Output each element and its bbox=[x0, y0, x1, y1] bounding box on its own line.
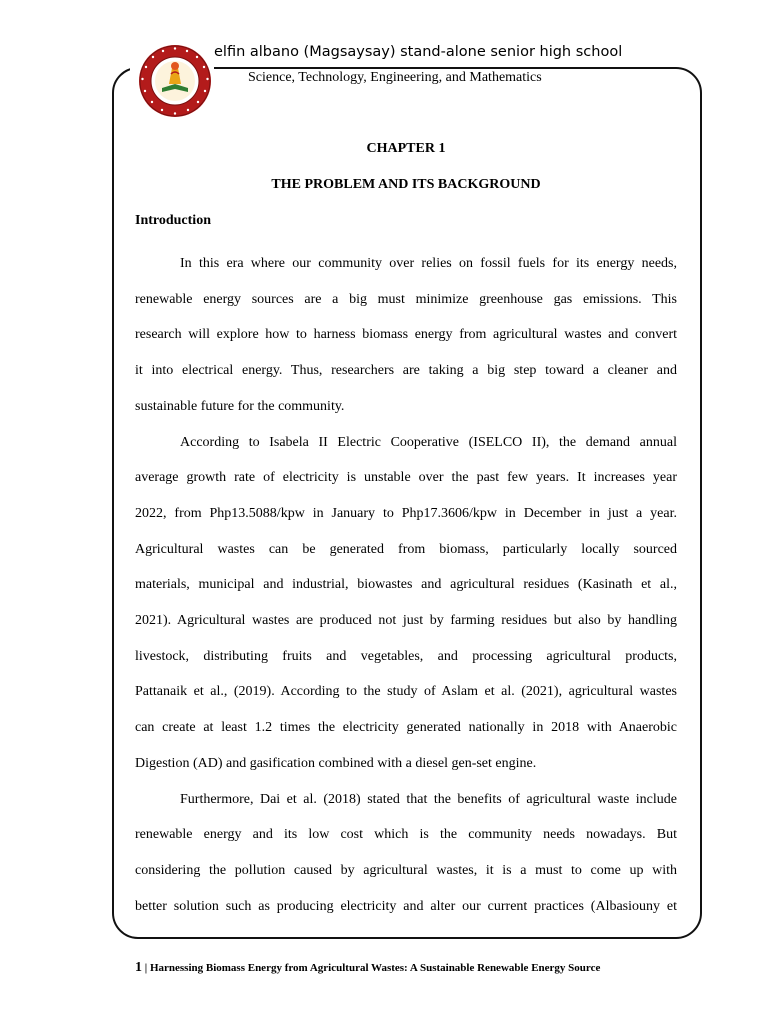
text-line: Pattanaik et al., (2019). According to the study of Aslam et al. (2021), agricultural wastes bbox=[135, 684, 677, 700]
text-line: materials, municipal and industrial, biowastes and agricultural residues (Kasinath et al., bbox=[135, 577, 677, 593]
section-heading: Introduction bbox=[135, 213, 211, 228]
school-name: elfin albano (Magsaysay) stand-alone senior high school bbox=[214, 44, 623, 60]
text-line: According to Isabela II Electric Cooperative (ISELCO II), the demand annual bbox=[180, 434, 677, 450]
text-line: it into electrical energy. Thus, researchers are taking a big step toward a cleaner and bbox=[135, 363, 677, 379]
paragraph bbox=[135, 425, 677, 782]
paragraph bbox=[135, 246, 677, 425]
text-line: livestock, distributing fruits and vegetables, and processing agricultural products, bbox=[135, 648, 677, 664]
page-footer bbox=[135, 960, 695, 976]
text-line: renewable energy sources are a big must minimize greenhouse gas emissions. This bbox=[135, 291, 677, 307]
paragraph bbox=[135, 782, 677, 925]
document-body bbox=[135, 138, 677, 924]
text-line: can create at least 1.2 times the electricity generated nationally in 2018 with Anaerobic bbox=[135, 720, 677, 736]
page-number: 1 bbox=[135, 960, 142, 975]
text-line: Furthermore, Dai et al. (2018) stated that the benefits of agricultural waste include bbox=[180, 791, 677, 807]
text-line: Agricultural wastes can be generated from biomass, particularly locally sourced bbox=[135, 541, 677, 557]
text-line: sustainable future for the community. bbox=[135, 398, 345, 414]
footer-separator: | bbox=[144, 962, 148, 974]
strand-name: Science, Technology, Engineering, and Mathematics bbox=[248, 70, 542, 85]
text-line: In this era where our community over relies on fossil fuels for its energy needs, bbox=[180, 256, 677, 271]
text-line: considering the pollution caused by agricultural wastes, it is a must to come up with bbox=[135, 862, 677, 878]
chapter-number: CHAPTER 1 bbox=[366, 141, 446, 156]
text-line: average growth rate of electricity is unstable over the past few years. It increases year bbox=[135, 470, 677, 486]
text-line: 2022, from Php13.5088/kpw in January to Php17.3606/kpw in December in just a year. bbox=[135, 505, 677, 521]
chapter-title: THE PROBLEM AND ITS BACKGROUND bbox=[271, 177, 541, 192]
text-line: better solution such as producing electricity and alter our current practices (Albasiouny et bbox=[135, 898, 677, 914]
text-line: renewable energy and its low cost which is the community needs nowadays. But bbox=[135, 827, 677, 843]
footer-title: Harnessing Biomass Energy from Agricultural Wastes: A Sustainable Renewable Energy Source bbox=[149, 962, 601, 974]
text-line: Digestion (AD) and gasification combined with a diesel gen-set engine. bbox=[135, 755, 537, 771]
school-seal-icon bbox=[138, 44, 212, 118]
text-line: 2021). Agricultural wastes are produced not just by farming residues but also by handling bbox=[135, 613, 677, 629]
text-line: research will explore how to harness biomass energy from agricultural wastes and convert bbox=[135, 327, 677, 343]
